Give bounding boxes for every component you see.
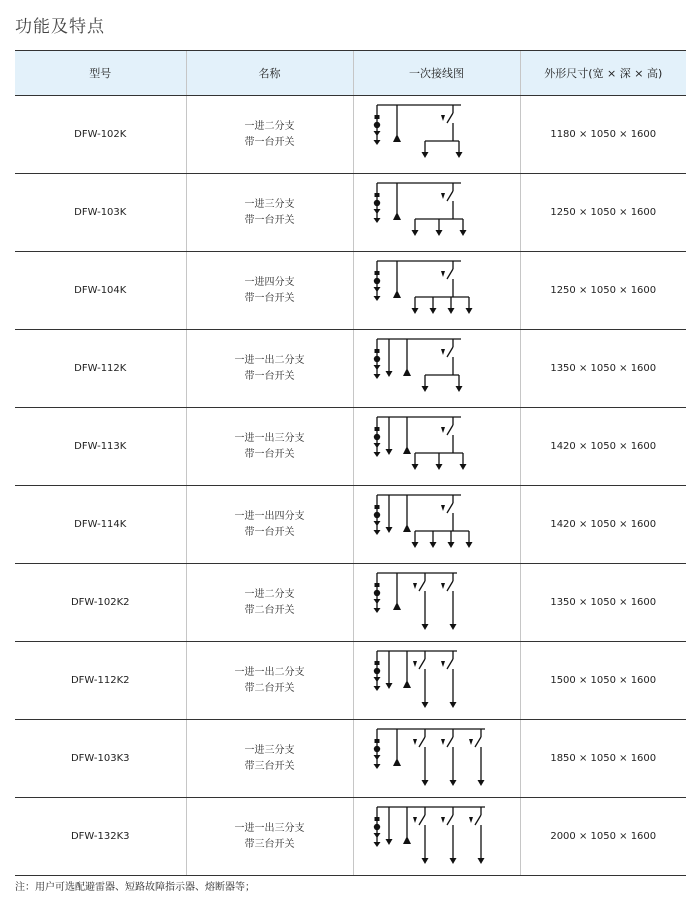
name-line-1: 一进一出二分支 xyxy=(234,354,305,366)
name-cell xyxy=(186,720,353,798)
name-line-2: 带一台开关 xyxy=(244,370,295,382)
header-dimensions: 外形尺寸(宽 × 深 × 高) xyxy=(520,51,686,96)
load-switch-blade xyxy=(419,815,425,825)
feeder-arrow xyxy=(421,702,428,708)
branch-arrow xyxy=(421,152,428,158)
indicator-mark xyxy=(374,583,379,587)
fault-indicator-dot xyxy=(373,433,379,439)
switch-arrow xyxy=(441,271,445,277)
feeder-arrow xyxy=(385,449,392,455)
arrester-arrow xyxy=(373,677,380,682)
switch-arrow xyxy=(469,739,473,745)
arrester-arrow xyxy=(373,833,380,838)
table-row xyxy=(15,408,686,486)
load-switch-blade xyxy=(447,269,453,279)
switch-arrow xyxy=(441,115,445,121)
arrester-arrow xyxy=(373,599,380,604)
fault-indicator-dot xyxy=(373,667,379,673)
name-line-2: 带二台开关 xyxy=(244,604,295,616)
feeder-arrow xyxy=(477,858,484,864)
branch-arrow xyxy=(459,464,466,470)
table-row xyxy=(15,486,686,564)
name-cell xyxy=(186,330,353,408)
table-header-row xyxy=(15,51,686,96)
branch-arrow xyxy=(447,308,454,314)
name-line-2: 带三台开关 xyxy=(244,760,295,772)
name-line-1: 一进二分支 xyxy=(244,120,295,132)
arrester-arrow xyxy=(373,209,380,214)
diagram-cell xyxy=(353,564,520,642)
load-switch-blade xyxy=(447,425,453,435)
name-line-1: 一进三分支 xyxy=(244,744,295,756)
name-line-2: 带一台开关 xyxy=(244,292,295,304)
name-line-1: 一进二分支 xyxy=(244,588,295,600)
table-body xyxy=(15,96,686,876)
feeder-arrow xyxy=(373,374,380,379)
feeder-arrow xyxy=(449,780,456,786)
header-diagram: 一次接线图 xyxy=(353,51,520,96)
feeder-arrow xyxy=(373,140,380,145)
dimensions-cell: 1350 × 1050 × 1600 xyxy=(520,330,686,408)
model-cell: DFW-113K xyxy=(15,408,186,486)
diagram-cell xyxy=(353,330,520,408)
arrester-arrow xyxy=(373,755,380,760)
feeder-arrow xyxy=(373,530,380,535)
single-line-diagram xyxy=(367,255,507,327)
feeder-arrow xyxy=(421,780,428,786)
name-line-1: 一进一出二分支 xyxy=(234,666,305,678)
single-line-diagram xyxy=(367,99,507,171)
diagram-cell xyxy=(353,252,520,330)
cable-termination-triangle xyxy=(403,680,411,688)
switch-arrow xyxy=(469,817,473,823)
diagram-cell xyxy=(353,720,520,798)
feeder-arrow xyxy=(385,527,392,533)
feeder-arrow xyxy=(477,780,484,786)
footnote: 注：用户可选配避雷器、短路故障指示器、熔断器等； xyxy=(15,882,255,893)
model-cell: DFW-132K3 xyxy=(15,798,186,876)
arrester-arrow xyxy=(373,287,380,292)
diagram-cell xyxy=(353,798,520,876)
switch-arrow xyxy=(441,349,445,355)
feeder-arrow xyxy=(421,624,428,630)
load-switch-blade xyxy=(447,581,453,591)
feeder-arrow xyxy=(373,608,380,613)
switch-arrow xyxy=(441,583,445,589)
name-cell xyxy=(186,96,353,174)
model-cell: DFW-103K3 xyxy=(15,720,186,798)
model-cell: DFW-104K xyxy=(15,252,186,330)
name-line-2: 带三台开关 xyxy=(244,838,295,850)
dimensions-cell: 1850 × 1050 × 1600 xyxy=(520,720,686,798)
cable-termination-triangle xyxy=(393,602,401,610)
feeder-arrow xyxy=(385,371,392,377)
name-cell xyxy=(186,642,353,720)
fault-indicator-dot xyxy=(373,277,379,283)
load-switch-blade xyxy=(447,113,453,123)
indicator-mark xyxy=(374,817,379,821)
feeder-arrow xyxy=(373,686,380,691)
switch-arrow xyxy=(441,505,445,511)
feeder-arrow xyxy=(373,764,380,769)
indicator-mark xyxy=(374,661,379,665)
diagram-cell xyxy=(353,642,520,720)
single-line-diagram xyxy=(367,411,507,483)
single-line-diagram xyxy=(367,177,507,249)
branch-arrow xyxy=(411,308,418,314)
cable-termination-triangle xyxy=(393,290,401,298)
feeder-arrow xyxy=(373,296,380,301)
dimensions-cell: 1420 × 1050 × 1600 xyxy=(520,486,686,564)
load-switch-blade xyxy=(419,659,425,669)
table-row xyxy=(15,330,686,408)
name-line-1: 一进一出三分支 xyxy=(234,822,305,834)
branch-arrow xyxy=(429,308,436,314)
branch-arrow xyxy=(459,230,466,236)
name-line-1: 一进三分支 xyxy=(244,198,295,210)
name-line-2: 带一台开关 xyxy=(244,526,295,538)
load-switch-blade xyxy=(447,347,453,357)
name-cell xyxy=(186,408,353,486)
model-cell: DFW-103K xyxy=(15,174,186,252)
arrester-arrow xyxy=(373,131,380,136)
cable-termination-triangle xyxy=(393,134,401,142)
load-switch-blade xyxy=(419,737,425,747)
feeder-arrow xyxy=(373,452,380,457)
load-switch-blade xyxy=(447,815,453,825)
spec-table xyxy=(15,50,686,876)
model-cell: DFW-102K xyxy=(15,96,186,174)
cable-termination-triangle xyxy=(403,524,411,532)
feeder-arrow xyxy=(373,842,380,847)
model-cell: DFW-112K xyxy=(15,330,186,408)
table-row xyxy=(15,252,686,330)
feeder-arrow xyxy=(385,683,392,689)
diagram-cell xyxy=(353,96,520,174)
feeder-arrow xyxy=(385,839,392,845)
indicator-mark xyxy=(374,193,379,197)
name-line-2: 带一台开关 xyxy=(244,448,295,460)
branch-arrow xyxy=(421,386,428,392)
arrester-arrow xyxy=(373,521,380,526)
branch-arrow xyxy=(455,152,462,158)
name-line-1: 一进四分支 xyxy=(244,276,295,288)
page-title: 功能及特点 xyxy=(15,17,105,37)
table-row xyxy=(15,720,686,798)
branch-arrow xyxy=(435,464,442,470)
name-line-2: 带一台开关 xyxy=(244,136,295,148)
load-switch-blade xyxy=(475,815,481,825)
single-line-diagram xyxy=(367,645,507,717)
fault-indicator-dot xyxy=(373,589,379,595)
name-line-2: 带二台开关 xyxy=(244,682,295,694)
model-cell: DFW-114K xyxy=(15,486,186,564)
indicator-mark xyxy=(374,739,379,743)
table-row xyxy=(15,642,686,720)
arrester-arrow xyxy=(373,365,380,370)
name-line-1: 一进一出四分支 xyxy=(234,510,305,522)
fault-indicator-dot xyxy=(373,745,379,751)
switch-arrow xyxy=(413,817,417,823)
header-name: 名称 xyxy=(186,51,353,96)
name-cell xyxy=(186,564,353,642)
switch-arrow xyxy=(441,661,445,667)
cable-termination-triangle xyxy=(393,758,401,766)
cable-termination-triangle xyxy=(403,836,411,844)
fault-indicator-dot xyxy=(373,199,379,205)
single-line-diagram xyxy=(367,333,507,405)
dimensions-cell: 1420 × 1050 × 1600 xyxy=(520,408,686,486)
feeder-arrow xyxy=(449,858,456,864)
cable-termination-triangle xyxy=(403,368,411,376)
switch-arrow xyxy=(441,427,445,433)
branch-arrow xyxy=(455,386,462,392)
switch-arrow xyxy=(413,583,417,589)
switch-arrow xyxy=(441,193,445,199)
indicator-mark xyxy=(374,427,379,431)
dimensions-cell: 2000 × 1050 × 1600 xyxy=(520,798,686,876)
dimensions-cell: 1500 × 1050 × 1600 xyxy=(520,642,686,720)
indicator-mark xyxy=(374,349,379,353)
single-line-diagram xyxy=(367,723,507,795)
feeder-arrow xyxy=(449,624,456,630)
branch-arrow xyxy=(411,230,418,236)
dimensions-cell: 1250 × 1050 × 1600 xyxy=(520,174,686,252)
branch-arrow xyxy=(465,542,472,548)
table-row xyxy=(15,96,686,174)
feeder-arrow xyxy=(449,702,456,708)
indicator-mark xyxy=(374,271,379,275)
branch-arrow xyxy=(465,308,472,314)
indicator-mark xyxy=(374,505,379,509)
fault-indicator-dot xyxy=(373,355,379,361)
fault-indicator-dot xyxy=(373,823,379,829)
fault-indicator-dot xyxy=(373,511,379,517)
switch-arrow xyxy=(441,817,445,823)
single-line-diagram xyxy=(367,567,507,639)
switch-arrow xyxy=(413,661,417,667)
name-line-1: 一进一出三分支 xyxy=(234,432,305,444)
load-switch-blade xyxy=(447,503,453,513)
load-switch-blade xyxy=(419,581,425,591)
branch-arrow xyxy=(435,230,442,236)
single-line-diagram xyxy=(367,489,507,561)
cable-termination-triangle xyxy=(393,212,401,220)
load-switch-blade xyxy=(447,737,453,747)
arrester-arrow xyxy=(373,443,380,448)
load-switch-blade xyxy=(447,191,453,201)
switch-arrow xyxy=(413,739,417,745)
branch-arrow xyxy=(447,542,454,548)
dimensions-cell: 1350 × 1050 × 1600 xyxy=(520,564,686,642)
feeder-arrow xyxy=(421,858,428,864)
table-row xyxy=(15,564,686,642)
switch-arrow xyxy=(441,739,445,745)
name-cell xyxy=(186,486,353,564)
model-cell: DFW-102K2 xyxy=(15,564,186,642)
name-cell xyxy=(186,798,353,876)
fault-indicator-dot xyxy=(373,121,379,127)
dimensions-cell: 1250 × 1050 × 1600 xyxy=(520,252,686,330)
diagram-cell xyxy=(353,174,520,252)
indicator-mark xyxy=(374,115,379,119)
branch-arrow xyxy=(411,542,418,548)
name-cell xyxy=(186,174,353,252)
load-switch-blade xyxy=(475,737,481,747)
branch-arrow xyxy=(411,464,418,470)
name-line-2: 带一台开关 xyxy=(244,214,295,226)
feeder-arrow xyxy=(373,218,380,223)
branch-arrow xyxy=(429,542,436,548)
single-line-diagram xyxy=(367,801,507,873)
diagram-cell xyxy=(353,408,520,486)
dimensions-cell: 1180 × 1050 × 1600 xyxy=(520,96,686,174)
cable-termination-triangle xyxy=(403,446,411,454)
table-row xyxy=(15,798,686,876)
name-cell xyxy=(186,252,353,330)
header-model: 型号 xyxy=(15,51,186,96)
diagram-cell xyxy=(353,486,520,564)
table-row xyxy=(15,174,686,252)
model-cell: DFW-112K2 xyxy=(15,642,186,720)
load-switch-blade xyxy=(447,659,453,669)
